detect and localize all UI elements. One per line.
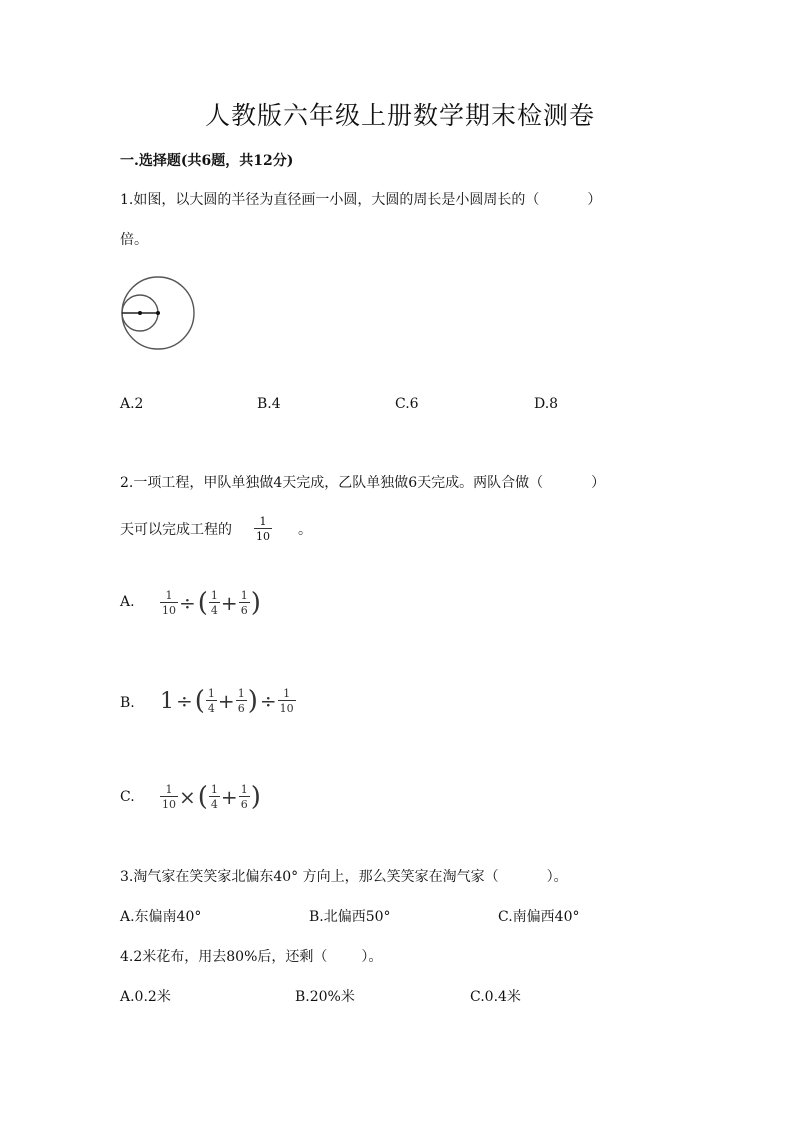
large-center-dot [156, 311, 160, 315]
section-heading: 一.选择题(共6题，共12分) [120, 153, 294, 169]
q2-option-b-label[interactable]: B. [120, 695, 135, 711]
q3-option-a[interactable]: A.东偏南40° [120, 909, 202, 925]
q2-option-b-expression[interactable]: 1 ÷ ( $\frac{1}{4}$ + $\frac{1}{6}$ ) ÷ $\frac{1}{10}$ [160, 686, 294, 716]
q2-option-c-label[interactable]: C. [120, 789, 135, 805]
q4-option-b[interactable]: B.20%米 [295, 989, 355, 1005]
question-1-line1: 1.如图，以大圆的半径为直径画一小圆，大圆的周长是小圆周长的（ [120, 192, 540, 208]
question-2-end: 。 [298, 522, 312, 538]
question-3-close: ）。 [546, 869, 568, 885]
q2-option-c-expression[interactable]: $\frac{1}{10}$ × ( $\frac{1}{4}$ + $\frac{1}{6}$ ) [162, 782, 261, 812]
question-1-close: ） [587, 192, 602, 208]
q4-option-a[interactable]: A.0.2米 [120, 989, 171, 1005]
fraction-one-tenth: $\frac{1}{10}$ [256, 515, 270, 543]
q3-option-b[interactable]: B.北偏西50° [309, 909, 391, 925]
question-4-line1: 4.2米花布，用去80%后，还剩（ [120, 949, 328, 965]
small-center-dot [138, 311, 142, 315]
q4-option-c[interactable]: C.0.4米 [470, 989, 521, 1005]
q2-option-a-expression[interactable]: $\frac{1}{10}$ ÷ ( $\frac{1}{4}$ + $\frac{1}{6}$ ) [162, 588, 261, 618]
question-1-line2: 倍。 [120, 232, 148, 248]
page-title: 人教版六年级上册数学期末检测卷 [204, 101, 595, 130]
q1-option-d[interactable]: D.8 [534, 396, 559, 412]
q1-option-c[interactable]: C.6 [395, 396, 419, 412]
question-4-text [120, 946, 382, 966]
question-2-line2-text: 天可以完成工程的 [120, 522, 232, 538]
question-4-close: ）。 [361, 949, 383, 965]
q1-option-a[interactable]: A.2 [120, 396, 144, 412]
q1-option-b[interactable]: B.4 [257, 396, 281, 412]
question-2-text [120, 472, 605, 492]
question-2-line2 [120, 516, 312, 542]
question-2-close: ） [591, 475, 606, 491]
circle-figure [118, 276, 200, 354]
question-3-line1: 3.淘气家在笑笑家北偏东40° 方向上，那么笑笑家在淘气家（ [120, 869, 499, 885]
question-1-text [120, 189, 601, 209]
q3-option-c[interactable]: C.南偏西40° [498, 909, 580, 925]
q2-option-a-label[interactable]: A. [120, 594, 135, 610]
question-2-line1: 2.一项工程，甲队单独做4天完成，乙队单独做6天完成。两队合做（ [120, 475, 544, 491]
question-3-text [120, 866, 568, 886]
